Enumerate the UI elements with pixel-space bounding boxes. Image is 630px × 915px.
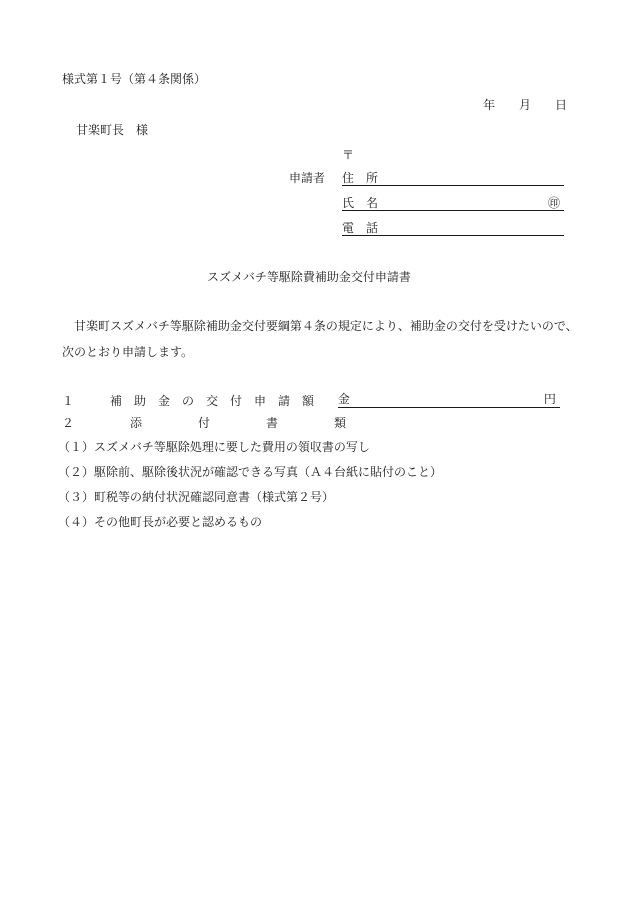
attachment-item: （３）町税等の納付状況確認同意書（様式第２号） bbox=[58, 490, 335, 504]
document-title: スズメバチ等駆除費補助金交付申請書 bbox=[207, 270, 411, 284]
amount-field bbox=[338, 392, 560, 408]
item-1-label: １ 補助金の交付申請額 bbox=[62, 394, 327, 408]
name-field bbox=[342, 194, 564, 211]
address-label: 住所 bbox=[342, 171, 391, 185]
attachment-item: （２）駆除前、駆除後状況が確認できる写真（Ａ４台紙に貼付のこと） bbox=[58, 465, 443, 479]
phone-field bbox=[342, 219, 564, 236]
date-day: 日 bbox=[555, 98, 568, 112]
seal-mark: ㊞ bbox=[547, 196, 560, 210]
amount-prefix: 金 bbox=[337, 392, 350, 406]
attachment-item: （１）スズメバチ等駆除処理に要した費用の領収書の写し bbox=[58, 440, 370, 454]
name-label: 氏名 bbox=[342, 196, 391, 210]
form-number: 様式第１号（第４条関係） bbox=[62, 72, 207, 86]
item-1 bbox=[62, 392, 560, 408]
item-2-label: ２ 添 付 書 類 bbox=[62, 416, 369, 430]
date-line bbox=[483, 98, 567, 112]
date-year: 年 bbox=[483, 98, 496, 112]
addressee: 甘楽町長 様 bbox=[76, 123, 149, 137]
item-2 bbox=[62, 416, 368, 430]
amount-suffix: 円 bbox=[543, 392, 556, 406]
attachment-item: （４）その他町長が必要と認めるもの bbox=[58, 515, 263, 529]
body-paragraph: 甘楽町スズメバチ等駆除補助金交付要綱第４条の規定により、補助金の交付を受けたいので、次のとおり申請します。 bbox=[62, 319, 578, 359]
date-month: 月 bbox=[519, 98, 532, 112]
phone-label: 電話 bbox=[342, 221, 391, 235]
address-field bbox=[342, 169, 564, 186]
applicant-label: 申請者 bbox=[289, 171, 326, 185]
postal-mark: 〒 bbox=[342, 148, 355, 162]
